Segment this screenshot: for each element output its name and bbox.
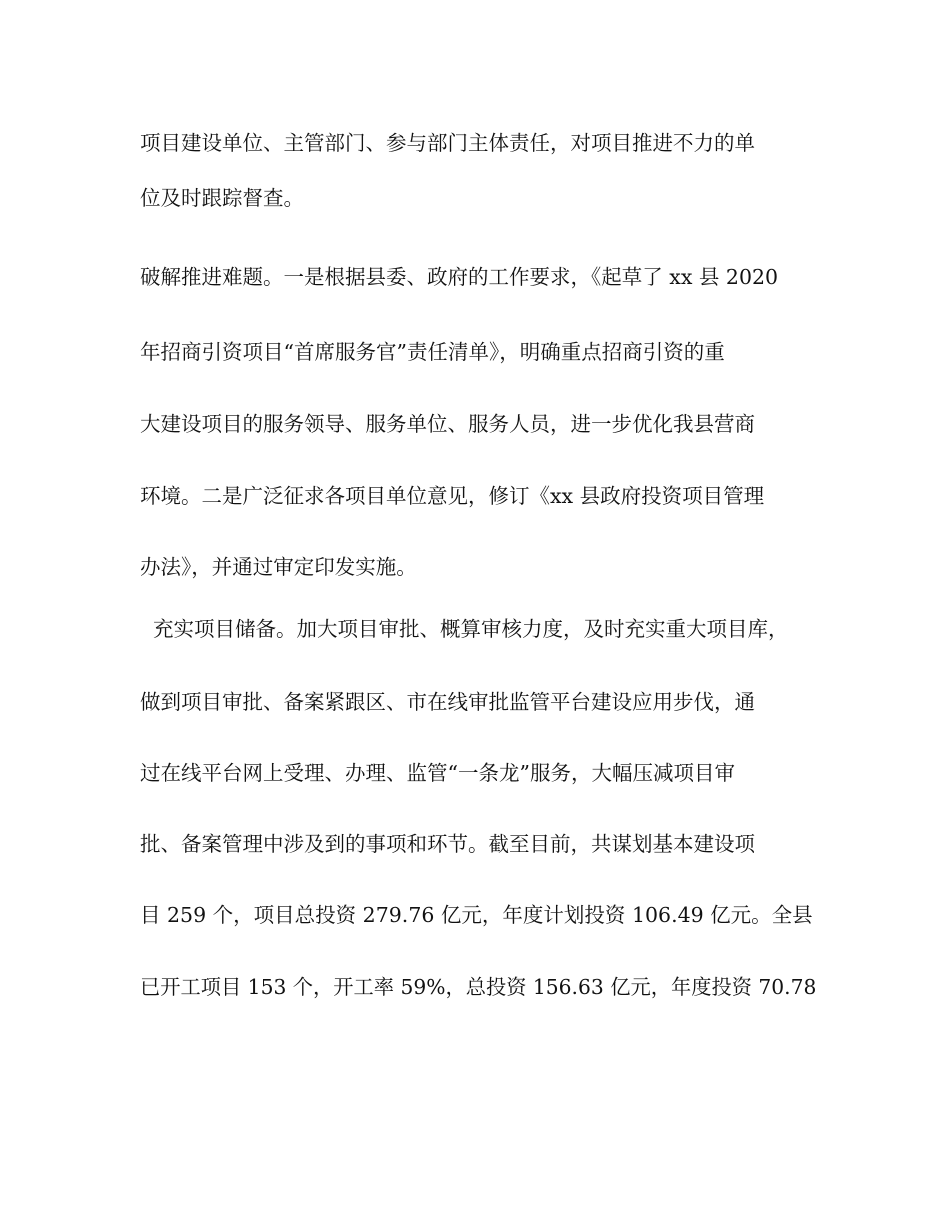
text-line: 充实项目储备。加大项目审批、概算审核力度，及时充实重大项目库，: [140, 617, 789, 641]
text-line: 办法》，并通过审定印发实施。: [140, 555, 417, 579]
text-line: 环境。二是广泛征求各项目单位意见，修订《xx 县政府投资项目管理: [140, 484, 765, 508]
text-line: 过在线平台网上受理、办理、监管“一条龙”服务，大幅压减项目审: [140, 761, 735, 785]
text-line: 大建设项目的服务领导、服务单位、服务人员，进一步优化我县营商: [140, 412, 755, 436]
text-line: 批、备案管理中涉及到的事项和环节。截至目前，共谋划基本建设项: [140, 832, 755, 856]
text-line: 已开工项目 153 个，开工率 59%，总投资 156.63 亿元，年度投资 70.78: [140, 975, 817, 999]
text-line: 项目建设单位、主管部门、参与部门主体责任，对项目推进不力的单: [140, 131, 755, 155]
text-line: 破解推进难题。一是根据县委、政府的工作要求，《起草了 xx 县 2020: [140, 265, 779, 289]
text-line: 位及时跟踪督查。: [140, 186, 304, 210]
text-line: 目 259 个，项目总投资 279.76 亿元，年度计划投资 106.49 亿元。全县: [140, 903, 813, 927]
text-line: 做到项目审批、备案紧跟区、市在线审批监管平台建设应用步伐，通: [140, 690, 755, 714]
text-line: 年招商引资项目“首席服务官”责任清单》，明确重点招商引资的重: [140, 340, 725, 364]
